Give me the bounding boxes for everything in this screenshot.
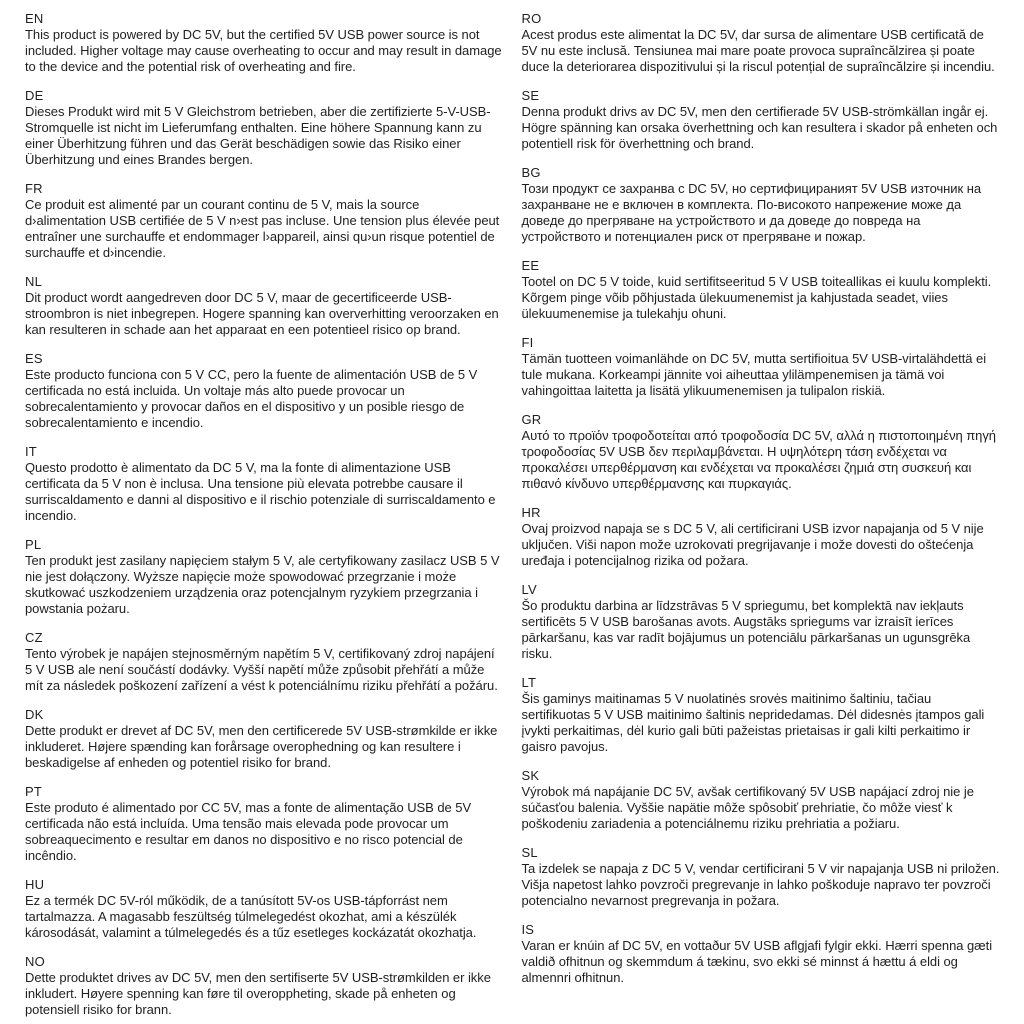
- warning-text: Tootel on DC 5 V toide, kuid sertifitseeritud 5 V USB toiteallikas ei kuulu komplekti. Kõrgem pinge võib põhjustada ülekuumenemist ja kahjustada seadet, viies ülekuumenemise ja tulekahju ohuni.: [521, 274, 992, 321]
- warning-text: Ta izdelek se napaja z DC 5 V, vendar certificirani 5 V vir napajanja USB ni priložen. Višja napetost lahko povzroči pregrevanje in lahko poškoduje napravo ter povzroči potencialno nevarnost pregrevanja in požara.: [521, 861, 1000, 908]
- language-code: NL: [25, 274, 43, 289]
- language-section: [522, 88, 1001, 152]
- language-code: DK: [25, 707, 44, 722]
- language-code: HR: [521, 505, 541, 520]
- warning-text: Acest produs este alimentat la DC 5V, dar sursa de alimentare USB certificată de 5V nu este inclusă. Tensiunea mai mare poate provoca supraîncălzirea și poate duce la deteriorarea dispozitivului și la riscul potențial de supraîncălzire și incendiu.: [521, 27, 995, 74]
- language-section: [25, 784, 504, 864]
- warning-text: Šis gaminys maitinamas 5 V nuolatinės srovės maitinimo šaltiniu, tačiau sertifikuotas 5 V USB maitinimo šaltinis nepridedamas. Dėl didesnės įtampos gali įvykti perkaitimas, dėl kurio gali būti pažeistas prietaisas ir gali kilti perkaitimo ir gaisro pavojus.: [521, 691, 985, 754]
- language-code: FR: [25, 181, 43, 196]
- warning-text: Este produto é alimentado por CC 5V, mas a fonte de alimentação USB de 5V certificada não está incluída. Uma tensão mais elevada pode provocar um sobreaquecimento e resultar em danos no dispositivo e no risco potencial de incêndio.: [25, 800, 472, 863]
- warning-text: This product is powered by DC 5V, but the certified 5V USB power source is not included. Higher voltage may cause overheating to occur and may result in damage to the device and the potential risk of overheating and fire.: [25, 27, 502, 74]
- language-code: EE: [521, 258, 540, 273]
- language-code: DE: [25, 88, 44, 103]
- warning-text: Varan er knúin af DC 5V, en vottaður 5V USB aflgjafi fylgir ekki. Hærri spenna gæti valdið ofhitnun og skemmdum á tækinu, svo ekki sé minnst á hættu á eldi og almennri ofhitnun.: [521, 938, 993, 985]
- warning-text: Ovaj proizvod napaja se s DC 5 V, ali certificirani USB izvor napajanja od 5 V nije uključen. Viši napon može uzrokovati pregrijavanje i može dovesti do oštećenja uređaja i potencijalnog rizika od požara.: [521, 521, 984, 568]
- language-code: BG: [521, 165, 541, 180]
- language-code: HU: [25, 877, 45, 892]
- language-section: [25, 274, 504, 338]
- language-section: [522, 845, 1001, 909]
- language-section: [522, 675, 1001, 755]
- right-column: [522, 11, 1001, 1014]
- warning-text: Tento výrobek je napájen stejnosměrným napětím 5 V, certifikovaný zdroj napájení 5 V USB ale není součástí dodávky. Vyšší napětí může způsobit přehřátí a může mít za následek poškození zařízení a vést k potenciálnímu riziku přehřátí a požáru.: [25, 646, 498, 693]
- language-code: SE: [521, 88, 540, 103]
- language-section: [25, 11, 504, 75]
- warning-text: Dit product wordt aangedreven door DC 5 V, maar de gecertificeerde USB-stroombron is niet inbegrepen. Hogere spanning kan oververhitting veroorzaken en kan resulteren in schade aan het apparaat en een potentieel risico op brand.: [25, 290, 499, 337]
- warning-text: Questo prodotto è alimentato da DC 5 V, ma la fonte di alimentazione USB certificata da 5 V non è inclusa. Una tensione più elevata potrebbe causare il surriscaldamento e danni al dispositivo e il rischio potenziale di surriscaldamento e incendio.: [25, 460, 496, 523]
- warning-text: Ten produkt jest zasilany napięciem stałym 5 V, ale certyfikowany zasilacz USB 5 V nie jest dołączony. Wyższe napięcie może spowodować przegrzanie i może skutkować uszkodzeniem urządzenia oraz potencjalnym ryzykiem przegrzania i powstania pożaru.: [25, 553, 500, 616]
- language-code: LV: [521, 582, 537, 597]
- warning-text: Ez a termék DC 5V-ról működik, de a tanúsított 5V-os USB-tápforrást nem tartalmazza. A magasabb feszültség túlmelegedést okozhat, ami a készülék károsodását, valamint a túlmelegedés és a tűz esetleges kockázatát okozhatja.: [25, 893, 477, 940]
- language-section: [522, 582, 1001, 662]
- language-code: PT: [25, 784, 43, 799]
- warning-text: Ce produit est alimenté par un courant continu de 5 V, mais la source d›alimentation USB certifiée de 5 V n›est pas incluse. Une tension plus élevée peut entraîner une surchauffe et endommager l›appareil, ainsi qu›un risque potentiel de surchauffe et d›incendie.: [25, 197, 500, 260]
- language-code: ES: [25, 351, 43, 366]
- warning-text: Šo produktu darbina ar līdzstrāvas 5 V spriegumu, bet komplektā nav iekļauts sertificēts 5 V USB barošanas avots. Augstāks spriegums var izraisīt ierīces pārkaršanu, kas var radīt bojājumus un potenciālu pārkaršanas un ugunsgrēka risku.: [521, 598, 971, 661]
- language-section: [25, 444, 504, 524]
- language-code: GR: [521, 412, 542, 427]
- language-code: NO: [25, 954, 45, 969]
- language-section: [522, 258, 1001, 322]
- language-section: [25, 707, 504, 771]
- language-code: LT: [521, 675, 537, 690]
- language-section: [25, 537, 504, 617]
- language-code: PL: [25, 537, 42, 552]
- warning-text: Dieses Produkt wird mit 5 V Gleichstrom betrieben, aber die zertifizierte 5-V-USB-Stromquelle ist nicht im Lieferumfang enthalten. Eine höhere Spannung kann zu einer Überhitzung führen und das Gerät beschädigen sowie das Risiko einer Überhitzung und eines Brandes bergen.: [25, 104, 491, 167]
- warning-text: Dette produkt er drevet af DC 5V, men den certificerede 5V USB-strømkilde er ikke inkluderet. Højere spænding kan forårsage overophedning og kan resultere i beskadigelse af enheden og potentiel risiko for brand.: [25, 723, 498, 770]
- language-section: [25, 954, 504, 1018]
- warning-text: Výrobok má napájanie DC 5V, avšak certifikovaný 5V USB napájací zdroj nie je súčasťou balenia. Vyššie napätie môže spôsobiť prehriatie, čo môže viesť k poškodeniu zariadenia a potenciálnemu riziku prehriatia a požiaru.: [521, 784, 974, 831]
- language-code: IS: [521, 922, 535, 937]
- language-code: RO: [521, 11, 542, 26]
- language-section: [522, 11, 1001, 75]
- language-code: CZ: [25, 630, 43, 645]
- language-section: [25, 181, 504, 261]
- left-column: [25, 11, 504, 1017]
- language-code: SL: [521, 845, 538, 860]
- warning-text: Denna produkt drivs av DC 5V, men den certifierade 5V USB-strömkällan ingår ej. Högre spänning kan orsaka överhettning och kan resultera i skador på enheten och potentiell risk för överhettning och brand.: [521, 104, 998, 151]
- warning-text: Αυτό το προϊόν τροφοδοτείται από τροφοδοσία DC 5V, αλλά η πιστοποιημένη πηγή τροφοδοσίας 5V USB δεν περιλαμβάνεται. Η υψηλότερη τάση ενδέχεται να προκαλέσει υπερθέρμανση και ενδέχεται να προκαλέσει ζημιά στη συσκευή και πιθανό κίνδυνο υπερθέρμανσης και πυρκαγιάς.: [521, 428, 996, 491]
- language-section: [522, 505, 1001, 569]
- language-section: [25, 877, 504, 941]
- language-code: EN: [25, 11, 44, 26]
- language-code: IT: [25, 444, 37, 459]
- warning-text: Dette produktet drives av DC 5V, men den sertifiserte 5V USB-strømkilden er ikke inkludert. Høyere spenning kan føre til overoppheting, skade på enheten og potensiell risiko for brann.: [25, 970, 491, 1017]
- language-section: [522, 412, 1001, 492]
- language-section: [522, 335, 1001, 399]
- language-section: [25, 351, 504, 431]
- language-section: [25, 630, 504, 694]
- warning-text: Този продукт се захранва с DC 5V, но сертифицираният 5V USB източник на захранване не е включен в комплекта. По-високото напрежение може да доведе до прегряване на устройството и да доведе до повреда на устройството и потенциален риск от прегряване и пожар.: [521, 181, 982, 244]
- language-section: [522, 922, 1001, 986]
- warning-text: Tämän tuotteen voimanlähde on DC 5V, mutta sertifioitua 5V USB-virtalähdettä ei tule mukana. Korkeampi jännite voi aiheuttaa ylilämpenemisen ja tämä voi vahingoittaa laitetta ja lisätä ylikuumenemisen ja tulipalon riskiä.: [521, 351, 987, 398]
- language-section: [522, 165, 1001, 245]
- language-section: [25, 88, 504, 168]
- language-code: FI: [521, 335, 534, 350]
- language-section: [522, 768, 1001, 832]
- language-code: SK: [521, 768, 540, 783]
- warning-text: Este producto funciona con 5 V CC, pero la fuente de alimentación USB de 5 V certificada no está incluida. Un voltaje más alto puede provocar un sobrecalentamiento y provocar daños en el dispositivo y un posible riesgo de sobrecalentamiento e incendio.: [25, 367, 478, 430]
